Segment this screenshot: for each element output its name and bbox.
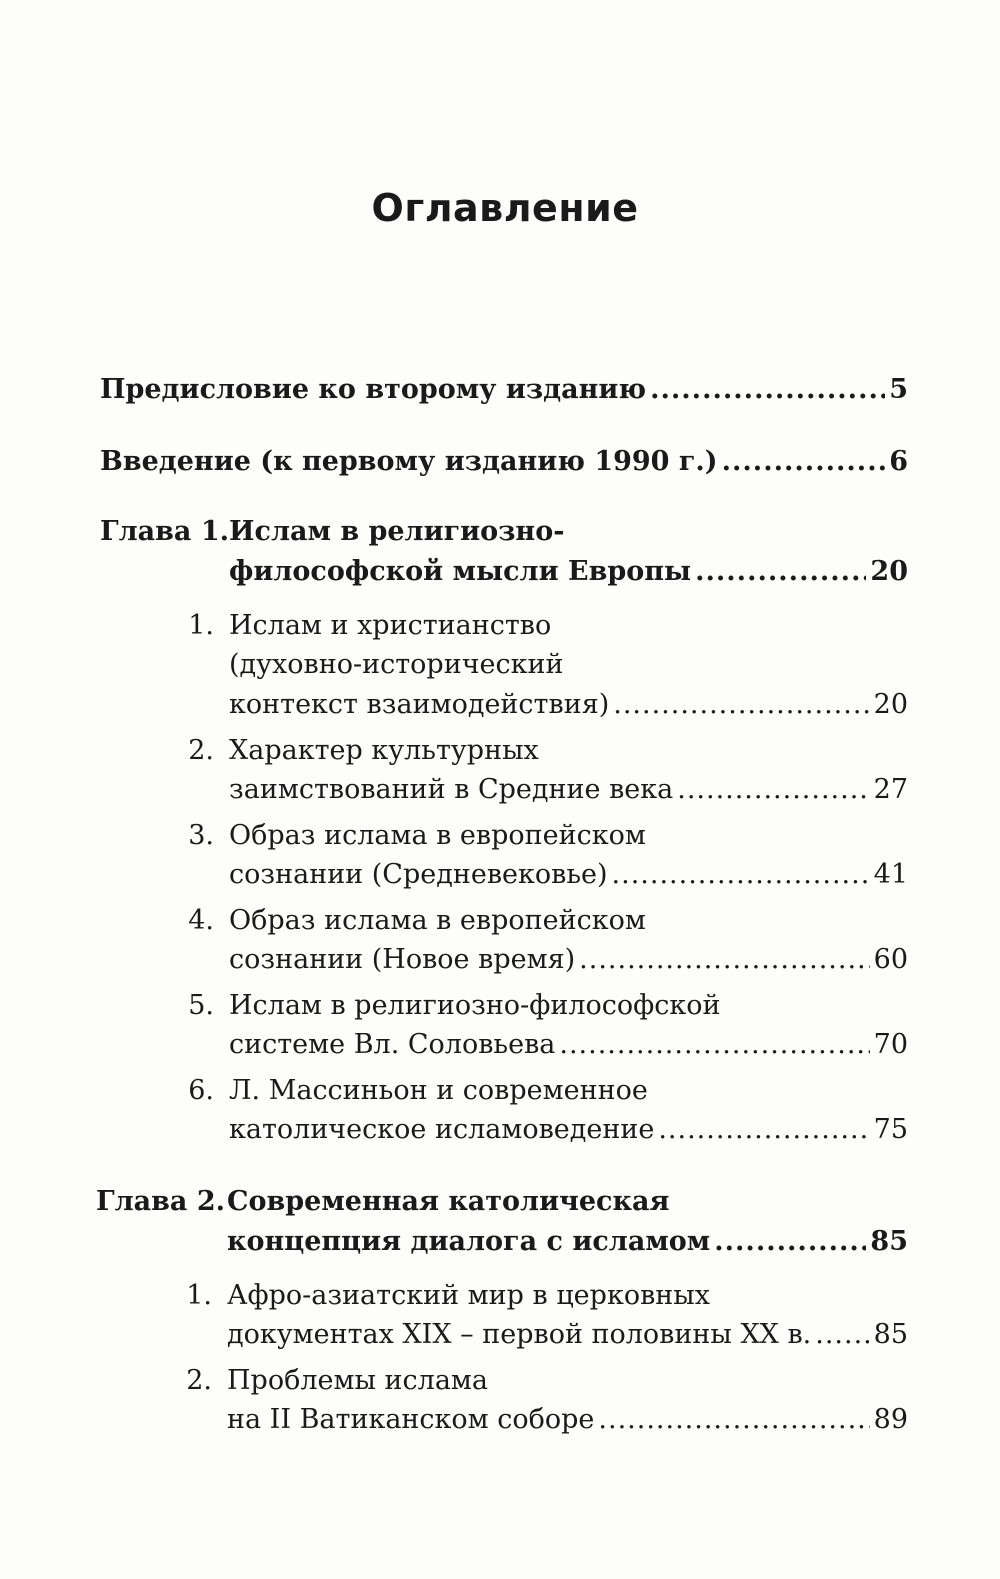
section-title-line: Характер культурных: [229, 735, 539, 766]
toc-page-number: 70: [873, 1029, 908, 1060]
section-2-1-cont[interactable]: [100, 1313, 908, 1357]
section-title-line: системе Вл. Соловьева: [229, 1029, 556, 1060]
section-1-5-cont[interactable]: [100, 1023, 908, 1067]
section-1-4[interactable]: [100, 899, 908, 943]
chapter-label: Глава 2.: [96, 1186, 226, 1217]
section-number: 4.: [188, 905, 214, 936]
section-title-line: сознании (Средневековье): [229, 859, 608, 890]
section-2-1[interactable]: [100, 1274, 908, 1318]
section-number: 5.: [188, 990, 214, 1021]
dot-leader: [658, 1108, 869, 1152]
section-2-2[interactable]: [100, 1359, 908, 1403]
section-number: 6.: [188, 1075, 214, 1106]
toc-page-number: 85: [873, 1319, 908, 1350]
chapter-2-heading[interactable]: [96, 1180, 908, 1224]
toc-entry-label: Предисловие ко второму изданию: [100, 374, 647, 405]
section-title-line: контекст взаимодействия): [229, 689, 610, 720]
section-1-2[interactable]: [100, 729, 908, 773]
section-title-line: сознании (Новое время): [229, 944, 576, 975]
chapter-title-line: Ислам в религиозно-: [229, 516, 565, 547]
dot-leader: [559, 1023, 869, 1067]
section-1-6[interactable]: [100, 1069, 908, 1113]
section-title-line: Ислам в религиозно-философской: [229, 990, 721, 1021]
chapter-title-line: философской мысли Европы: [229, 556, 692, 587]
chapter-2-heading-cont[interactable]: [100, 1220, 908, 1264]
section-number: 2.: [186, 1365, 212, 1396]
section-title-line: Образ ислама в европейском: [229, 905, 646, 936]
chapter-title-line: концепция диалога с исламом: [227, 1226, 711, 1257]
dot-leader: [650, 368, 885, 412]
dot-leader: [579, 938, 869, 982]
section-title-line: Проблемы ислама: [227, 1365, 489, 1396]
section-title-line: (духовно-исторический: [229, 649, 564, 680]
toc-page-number: 75: [873, 1114, 908, 1145]
chapter-1-heading[interactable]: [100, 510, 908, 554]
toc-entry-preface[interactable]: [100, 368, 908, 412]
page-title: Оглавление: [371, 186, 639, 230]
dot-leader: [613, 683, 869, 727]
section-title-line: заимствований в Средние века: [229, 774, 674, 805]
toc-page-number: 85: [870, 1226, 908, 1257]
dot-leader: [714, 1220, 866, 1264]
toc-page-number: 41: [873, 859, 908, 890]
section-title-line: Ислам и христианство: [229, 610, 552, 641]
section-1-1[interactable]: [100, 604, 908, 648]
section-1-1-cont: [100, 643, 908, 687]
section-number: 1.: [188, 610, 214, 641]
toc-page-number: 6: [889, 446, 908, 477]
section-1-3[interactable]: [100, 814, 908, 858]
dot-leader: [598, 1398, 869, 1442]
toc-page-number: 60: [873, 944, 908, 975]
chapter-title-line: Современная католическая: [227, 1186, 670, 1217]
chapter-label: Глава 1.: [100, 516, 230, 547]
section-number: 2.: [188, 735, 214, 766]
section-number: 3.: [188, 820, 214, 851]
section-1-3-cont[interactable]: [100, 853, 908, 897]
section-title-line: документах XIX – первой половины XX в.: [227, 1319, 812, 1350]
section-title-line: католическое исламоведение: [229, 1114, 655, 1145]
section-title-line: Образ ислама в европейском: [229, 820, 646, 851]
section-1-6-cont[interactable]: [100, 1108, 908, 1152]
section-2-2-cont[interactable]: [100, 1398, 908, 1442]
section-title-line: Афро-азиатский мир в церковных: [227, 1280, 710, 1311]
chapter-1-heading-cont[interactable]: [100, 550, 908, 594]
section-1-1-cont[interactable]: [100, 683, 908, 727]
section-title-line: Л. Массиньон и современное: [229, 1075, 648, 1106]
toc-entry-introduction[interactable]: [100, 440, 908, 484]
toc-page-number: 5: [889, 374, 908, 405]
toc-page-number: 20: [870, 556, 908, 587]
section-1-4-cont[interactable]: [100, 938, 908, 982]
dot-leader: [815, 1313, 869, 1357]
section-number: 1.: [186, 1280, 212, 1311]
toc-page-number: 27: [873, 774, 908, 805]
dot-leader: [695, 550, 866, 594]
section-1-5[interactable]: [100, 984, 908, 1028]
toc-entry-label: Введение (к первому изданию 1990 г.): [100, 446, 718, 477]
toc-page-number: 20: [873, 689, 908, 720]
section-title-line: на II Ватиканском соборе: [227, 1404, 595, 1435]
dot-leader: [612, 853, 870, 897]
toc-page-number: 89: [873, 1404, 908, 1435]
section-1-2-cont[interactable]: [100, 768, 908, 812]
dot-leader: [722, 440, 886, 484]
dot-leader: [677, 768, 869, 812]
